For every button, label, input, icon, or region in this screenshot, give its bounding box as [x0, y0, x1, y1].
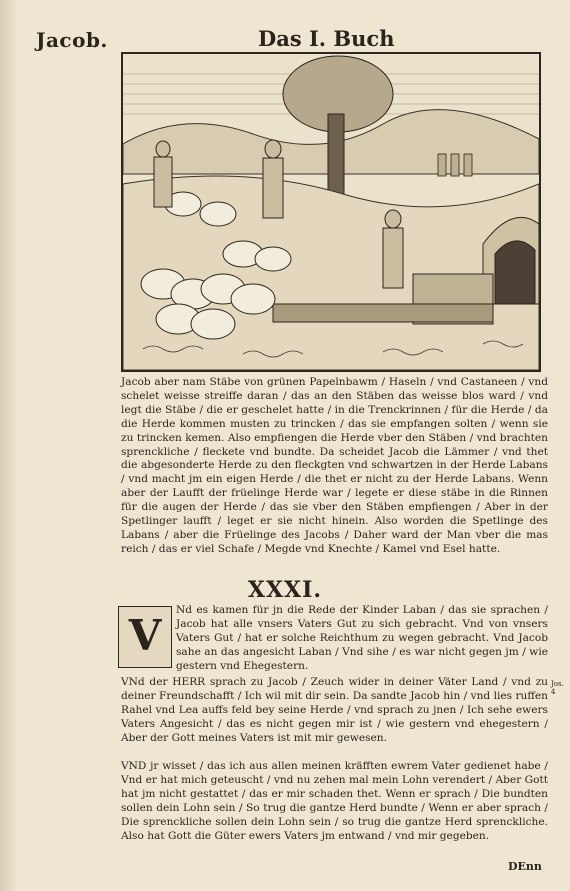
paragraph-4: VND jr wisset / das ich aus allen meinen kräfften ewrem Vater gedienet habe / Vnd er hat mich geteuscht / vnd nu zehen mal mein Lohn verendert / Aber Gott hat jm nicht gestattet / das er mir schaden thet. Wenn er sprach / Die bundten sollen dein Lohn sein / So trug die gantze Herd bundte / Wenn er aber sprach / Die sprenckliche sollen dein Lohn sein / so trug die gantze Herd sprenckliche. Also hat Gott die Güter ewers Vaters jm entwand / vnd mir gegeben. — [121, 760, 548, 842]
decorated-initial — [118, 606, 172, 668]
running-title-center: Das I. Buch — [258, 26, 395, 51]
paragraph-3: VNd der HERR sprach zu Jacob / Zeuch wider in deiner Väter Land / vnd zu deiner Freundschafft / Ich wil mit dir sein. Da sandte Jacob hin / vnd lies ruffen Rahel vnd Lea auffs feld bey seine Herde / vnd sprach zu jnen / Ich sehe ewers Vaters Angesicht / das es nicht gegen mir ist / wie gestern vnd ehegestern / Aber der Gott meines Vaters ist mit mir gewesen. — [121, 676, 548, 744]
woodcut-illustration — [121, 52, 541, 372]
woodcut-scene — [123, 54, 539, 370]
running-title-left: Jacob. — [36, 28, 108, 52]
paragraph-1-text: Jacob aber nam Stäbe von grünen Papelnbawm / Haseln / vnd Castaneen / vnd schelet weisse streiffe daran / das an den Stäben das weisse blos ward / vnd legt die Stäbe / die er geschelet hatte / in die Trenckrinnen / für die Herde / da die Herde kommen musten zu trincken / das sie empfangen solten / wenn sie zu trincken kemen. Also empfiengen die Herde vber den Stäben / vnd brachten sprenckliche / fleckete vnd bundte. Da scheidet Jacob die Lämmer / vnd thet die abgesonderte Herde zu den fleckgten vnd schwartzen in der Herde Labans / vnd macht jm ein eigen Herde / die thet er nicht zu der Herde Labans. Wenn aber der Laufft der früelinge Herde war / legete er diese stäbe in die Rinnen für die augen der Herde / das sie vber den Stäben empfiengen / Aber in der Spetlinger laufft / leget er sie nicht hinein. Also worden die Spetlinge des Labans / aber die Früelinge des Jacobs / Daher ward der Man vber die mas reich / das er viel Schafe / Megde vnd Knechte / Kamel vnd Esel hatte. — [121, 376, 548, 555]
chapter-heading: XXXI. — [247, 577, 323, 603]
initial-letter: V — [128, 611, 162, 660]
catchword: DEnn — [508, 860, 542, 873]
paragraph-2: Nd es kamen für jn die Rede der Kinder Laban / das sie sprachen / Jacob hat alle vnsers Vaters Gut zu sich gebracht. Vnd von vnsers Vaters Gut / hat er solche Reichthum zu wegen gebracht. Vnd Jacob sahe an das angesicht Laban / Vnd sihe / es war nicht gegen jm / wie gestern vnd Ehegestern. — [176, 604, 548, 672]
paragraph-1 — [121, 376, 548, 557]
page-gutter-shadow — [0, 0, 18, 891]
marginal-note: Jos. 4 — [551, 680, 564, 696]
